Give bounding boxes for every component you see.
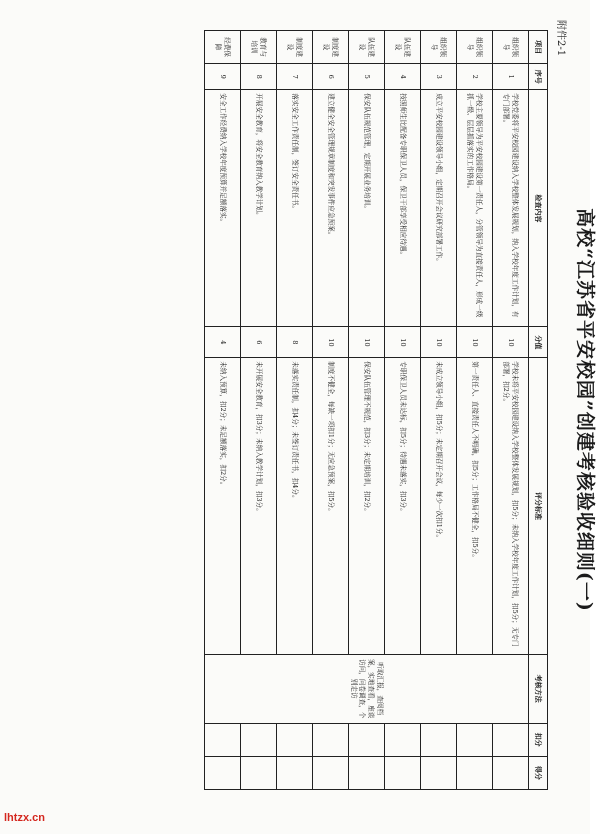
- cell-got: [241, 756, 277, 789]
- cell-content: 建立健全安全管理规章制度和突发事件应急预案。: [313, 90, 349, 327]
- cell-no: 8: [241, 64, 277, 90]
- cell-method: 听取汇报，查阅档案，实地查看，座谈访问，问卷调查，个别走访: [205, 654, 529, 723]
- cell-got: [493, 756, 529, 789]
- cell-score: 10: [457, 327, 493, 358]
- header-deduct: 扣分: [529, 723, 548, 756]
- cell-no: 3: [421, 64, 457, 90]
- cell-project: 队伍建设: [385, 31, 421, 64]
- cell-no: 1: [493, 64, 529, 90]
- cell-content: 按照师生比配备专职保卫人员，保卫干部享受相应待遇。: [385, 90, 421, 327]
- cell-deduct: [277, 723, 313, 756]
- header-project: 项目: [529, 31, 548, 64]
- header-method: 考核方法: [529, 654, 548, 723]
- cell-criteria: 第一责任人、直接责任人不明确，扣5分；工作格局不健全，扣5分。: [457, 358, 493, 654]
- cell-criteria: 未成立领导小组，扣5分；未定期召开会议，每少一次扣1分。: [421, 358, 457, 654]
- cell-content: 学校党委将平安校园建设纳入学校整体发展规划，纳入学校年度工作计划，有专门部署。: [493, 90, 529, 327]
- cell-deduct: [385, 723, 421, 756]
- cell-deduct: [493, 723, 529, 756]
- cell-content: 成立平安校园建设领导小组，定期召开会议研究部署工作。: [421, 90, 457, 327]
- cell-deduct: [349, 723, 385, 756]
- cell-content: 开展安全教育，将安全教育纳入教学计划。: [241, 90, 277, 327]
- table-row: [493, 31, 529, 790]
- rotated-document: [60, 20, 596, 790]
- cell-criteria: 专职保卫人员未达标，扣5分；待遇未落实，扣3分。: [385, 358, 421, 654]
- cell-content: 保安队伍规范管理，定期开展业务培训。: [349, 90, 385, 327]
- cell-content: 学校主要领导为平安校园建设第一责任人，分管领导为直接责任人，形成一级抓一级、层层抓落实的工作格局。: [457, 90, 493, 327]
- cell-criteria: 保安队伍管理不规范，扣3分；未定期培训，扣2分。: [349, 358, 385, 654]
- cell-no: 2: [457, 64, 493, 90]
- cell-criteria: 未纳入预算，扣2分；未足额落实，扣2分。: [205, 358, 241, 654]
- cell-got: [385, 756, 421, 789]
- cell-deduct: [313, 723, 349, 756]
- cell-content: 安全工作经费纳入学校年度预算并足额落实。: [205, 90, 241, 327]
- cell-score: 4: [205, 327, 241, 358]
- cell-project: 组织领导: [493, 31, 529, 64]
- cell-deduct: [241, 723, 277, 756]
- cell-score: 10: [493, 327, 529, 358]
- header-criteria: 评分标准: [529, 358, 548, 654]
- cell-criteria: 未开展安全教育，扣3分；未纳入教学计划，扣3分。: [241, 358, 277, 654]
- annex-label: 附件2-1: [555, 20, 566, 57]
- cell-score: 6: [241, 327, 277, 358]
- cell-got: [349, 756, 385, 789]
- header-content: 检查内容: [529, 90, 548, 327]
- cell-deduct: [457, 723, 493, 756]
- header-no: 序号: [529, 64, 548, 90]
- cell-got: [457, 756, 493, 789]
- cell-no: 4: [385, 64, 421, 90]
- cell-score: 10: [385, 327, 421, 358]
- document-title: 高校“江苏省平安校园”创建考核验收细则(一): [574, 208, 596, 612]
- cell-criteria: 学校未将平安校园建设纳入学校整体发展规划，扣5分；未纳入学校年度工作计划，扣5分；无专门部署，扣2分。: [493, 358, 529, 654]
- cell-score: 10: [349, 327, 385, 358]
- cell-project: 制度建设: [313, 31, 349, 64]
- cell-score: 10: [313, 327, 349, 358]
- cell-project: 组织领导: [457, 31, 493, 64]
- cell-score: 10: [421, 327, 457, 358]
- cell-project: 制度建设: [277, 31, 313, 64]
- cell-deduct: [421, 723, 457, 756]
- cell-project: 组织领导: [421, 31, 457, 64]
- cell-criteria: 未落实责任制，扣4分；未签订责任书，扣4分。: [277, 358, 313, 654]
- cell-score: 8: [277, 327, 313, 358]
- cell-project: 队伍建设: [349, 31, 385, 64]
- cell-no: 5: [349, 64, 385, 90]
- cell-project: 经费保障: [205, 31, 241, 64]
- header-got: 得分: [529, 756, 548, 789]
- site-watermark: lhtzx.cn: [4, 812, 45, 824]
- cell-got: [313, 756, 349, 789]
- cell-got: [277, 756, 313, 789]
- cell-no: 6: [313, 64, 349, 90]
- cell-deduct: [205, 723, 241, 756]
- cell-criteria: 制度不健全，每缺一项扣1分；无应急预案，扣5分。: [313, 358, 349, 654]
- cell-no: 7: [277, 64, 313, 90]
- cell-no: 9: [205, 64, 241, 90]
- cell-got: [421, 756, 457, 789]
- header-score: 分值: [529, 327, 548, 358]
- cell-project: 教育与培训: [241, 31, 277, 64]
- cell-content: 落实安全工作责任制，签订安全责任书。: [277, 90, 313, 327]
- table-header-row: [529, 31, 548, 790]
- assessment-table: [204, 30, 548, 790]
- cell-got: [205, 756, 241, 789]
